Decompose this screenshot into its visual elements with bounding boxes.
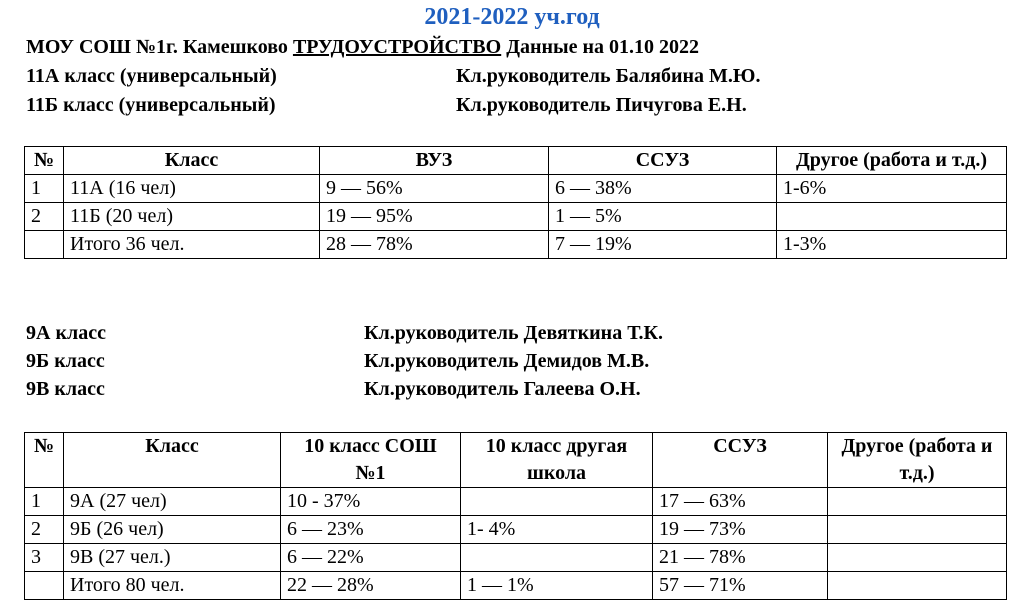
cell — [25, 572, 64, 600]
table-header-row — [25, 433, 1007, 488]
cell: 57 — 71% — [653, 572, 828, 600]
cell — [828, 544, 1007, 572]
cell: 6 — 38% — [549, 175, 777, 203]
header-college: ССУЗ — [549, 147, 777, 175]
subject-title: ТРУДОУСТРОЙСТВО — [292, 36, 502, 58]
class-name: 9Б класс — [26, 350, 105, 372]
cell: 28 — 78% — [320, 231, 549, 259]
cell — [828, 516, 1007, 544]
header-class: Класс — [64, 433, 281, 488]
cell — [828, 572, 1007, 600]
cell: 1 — 1% — [461, 572, 653, 600]
header-university: ВУЗ — [320, 147, 549, 175]
header-college: ССУЗ — [653, 433, 828, 488]
table-row — [25, 544, 1007, 572]
class-info-9b — [26, 350, 650, 373]
table-row — [25, 175, 1007, 203]
class-teacher: Кл.руководитель Галеева О.Н. — [364, 378, 641, 400]
cell: 1-3% — [777, 231, 1007, 259]
cell — [777, 203, 1007, 231]
cell: 3 — [25, 544, 64, 572]
header-class: Класс — [64, 147, 320, 175]
cell: 6 — 23% — [281, 516, 461, 544]
class-info-9v — [26, 378, 641, 401]
cell: 6 — 22% — [281, 544, 461, 572]
table-grade-9 — [24, 432, 1007, 600]
cell: 1- 4% — [461, 516, 653, 544]
cell: 1 — [25, 488, 64, 516]
table-row — [25, 488, 1007, 516]
cell: 2 — [25, 203, 64, 231]
cell: 10 - 37% — [281, 488, 461, 516]
cell: 9В (27 чел.) — [64, 544, 281, 572]
cell: Итого 80 чел. — [64, 572, 281, 600]
class-name: 11Б класс (универсальный) — [26, 94, 276, 116]
school-name: МОУ СОШ №1г. Камешково — [26, 36, 288, 58]
header-school-10: 10 класс СОШ №1 — [281, 433, 461, 488]
page-title: 2021-2022 уч.год — [424, 4, 600, 30]
cell: 1-6% — [777, 175, 1007, 203]
table-grade-11 — [24, 146, 1007, 259]
class-info-11a — [26, 65, 761, 88]
cell: 9 — 56% — [320, 175, 549, 203]
cell: 21 — 78% — [653, 544, 828, 572]
header-number: № — [25, 147, 64, 175]
cell: 1 — 5% — [549, 203, 777, 231]
table-header-row — [25, 147, 1007, 175]
cell — [461, 544, 653, 572]
class-teacher: Кл.руководитель Девяткина Т.К. — [364, 322, 664, 344]
class-teacher: Кл.руководитель Демидов М.В. — [364, 350, 650, 372]
cell: 9А (27 чел) — [64, 488, 281, 516]
cell: 11Б (20 чел) — [64, 203, 320, 231]
cell: 22 — 28% — [281, 572, 461, 600]
cell: 2 — [25, 516, 64, 544]
class-info-9a — [26, 322, 664, 345]
cell: 9Б (26 чел) — [64, 516, 281, 544]
cell — [828, 488, 1007, 516]
header-other: Другое (работа и т.д.) — [828, 433, 1007, 488]
cell: 11А (16 чел) — [64, 175, 320, 203]
header-other: Другое (работа и т.д.) — [777, 147, 1007, 175]
class-info-11b — [26, 94, 747, 117]
header-line — [26, 36, 699, 59]
header-number: № — [25, 433, 64, 488]
cell: 7 — 19% — [549, 231, 777, 259]
data-date: Данные на 01.10 2022 — [506, 36, 700, 58]
table-row — [25, 516, 1007, 544]
cell: 1 — [25, 175, 64, 203]
class-name: 9В класс — [26, 378, 105, 400]
cell: 19 — 73% — [653, 516, 828, 544]
cell — [25, 231, 64, 259]
header-other-school: 10 класс другая школа — [461, 433, 653, 488]
table-total-row — [25, 231, 1007, 259]
cell: 19 — 95% — [320, 203, 549, 231]
class-name: 11А класс (универсальный) — [26, 65, 277, 87]
cell — [461, 488, 653, 516]
table-total-row — [25, 572, 1007, 600]
cell: Итого 36 чел. — [64, 231, 320, 259]
table-row — [25, 203, 1007, 231]
class-teacher: Кл.руководитель Балябина М.Ю. — [456, 65, 761, 87]
cell: 17 — 63% — [653, 488, 828, 516]
class-name: 9А класс — [26, 322, 106, 344]
class-teacher: Кл.руководитель Пичугова Е.Н. — [456, 94, 747, 116]
